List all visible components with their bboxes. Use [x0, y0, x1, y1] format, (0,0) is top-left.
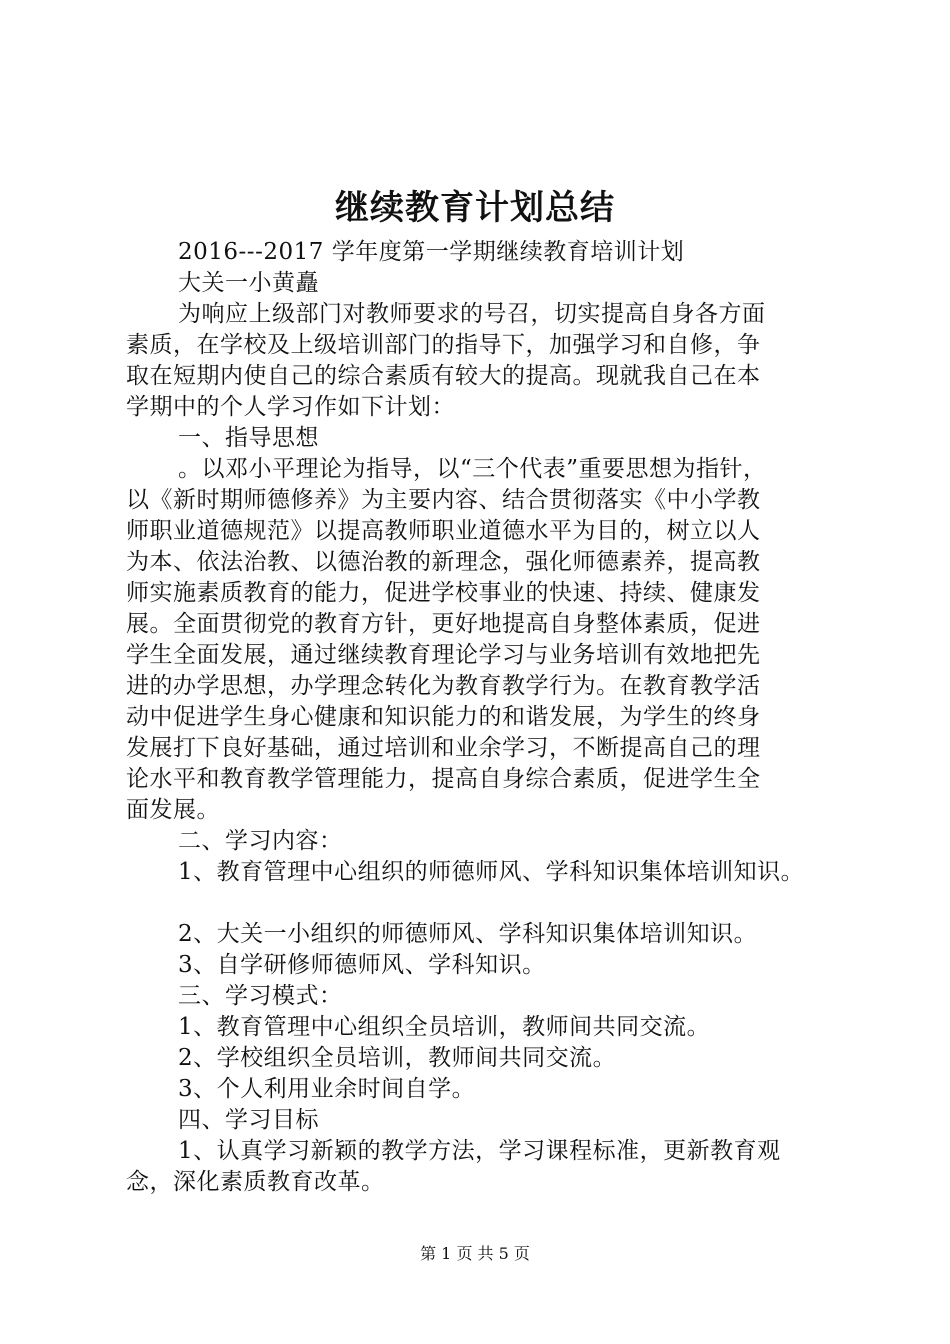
paragraph-line: 念，深化素质教育改革。 — [126, 1169, 385, 1195]
document-body — [126, 237, 846, 1198]
paragraph-line: 动中促进学生身心健康和知识能力的和谐发展，为学生的终身 — [126, 704, 761, 730]
intro-line: 学期中的个人学习作如下计划： — [126, 394, 455, 420]
paragraph-line: 。以邓小平理论为指导，以“三个代表”重要思想为指针， — [178, 456, 767, 482]
list-item: 3、自学研修师德师风、学科知识。 — [178, 952, 546, 978]
intro-line: 素质，在学校及上级培训部门的指导下，加强学习和自修，争 — [126, 332, 761, 358]
paragraph-line: 面发展。 — [126, 797, 220, 823]
paragraph-line: 为本、依法治教、以德治教的新理念，强化师德素养，提高教 — [126, 549, 761, 575]
document-title: 继续教育计划总结 — [335, 188, 615, 228]
list-item: 2、大关一小组织的师德师风、学科知识集体培训知识。 — [178, 921, 758, 947]
document-author: 大关一小黄矗 — [178, 270, 319, 296]
page-number-footer: 第 1 页 共 5 页 — [420, 1244, 530, 1263]
intro-line: 取在短期内使自己的综合素质有较大的提高。现就我自己在本 — [126, 363, 761, 389]
section-heading: 二、学习内容： — [178, 828, 343, 854]
section-heading: 三、学习模式： — [178, 983, 343, 1009]
paragraph-line: 展。全面贯彻党的教育方针，更好地提高自身整体素质，促进 — [126, 611, 761, 637]
list-item: 3、个人利用业余时间自学。 — [178, 1076, 476, 1102]
paragraph-line: 师实施素质教育的能力，促进学校事业的快速、持续、健康发 — [126, 580, 761, 606]
paragraph-line: 学生全面发展，通过继续教育理论学习与业务培训有效地把先 — [126, 642, 761, 668]
paragraph-line: 进的办学思想，办学理念转化为教育教学行为。在教育教学活 — [126, 673, 761, 699]
list-item: 1、教育管理中心组织的师德师风、学科知识集体培训知识。 — [178, 859, 805, 885]
paragraph-line: 发展打下良好基础，通过培训和业余学习，不断提高自己的理 — [126, 735, 761, 761]
list-item: 2、学校组织全员培训，教师间共同交流。 — [178, 1045, 617, 1071]
paragraph-line: 论水平和教育教学管理能力，提高自身综合素质，促进学生全 — [126, 766, 761, 792]
section-heading: 一、指导思想 — [178, 425, 319, 451]
paragraph-line: 1、认真学习新颖的教学方法，学习课程标准，更新教育观 — [178, 1138, 781, 1164]
paragraph-line: 师职业道德规范》以提高教师职业道德水平为目的，树立以人 — [126, 518, 761, 544]
paragraph-line: 以《新时期师德修养》为主要内容、结合贯彻落实《中小学教 — [126, 487, 761, 513]
list-item: 1、教育管理中心组织全员培训，教师间共同交流。 — [178, 1014, 711, 1040]
section-heading: 四、学习目标 — [178, 1107, 319, 1133]
blank-line — [126, 888, 846, 919]
intro-line: 为响应上级部门对教师要求的号召，切实提高自身各方面 — [178, 301, 766, 327]
document-subtitle: 2016---2017 学年度第一学期继续教育培训计划 — [178, 239, 685, 265]
